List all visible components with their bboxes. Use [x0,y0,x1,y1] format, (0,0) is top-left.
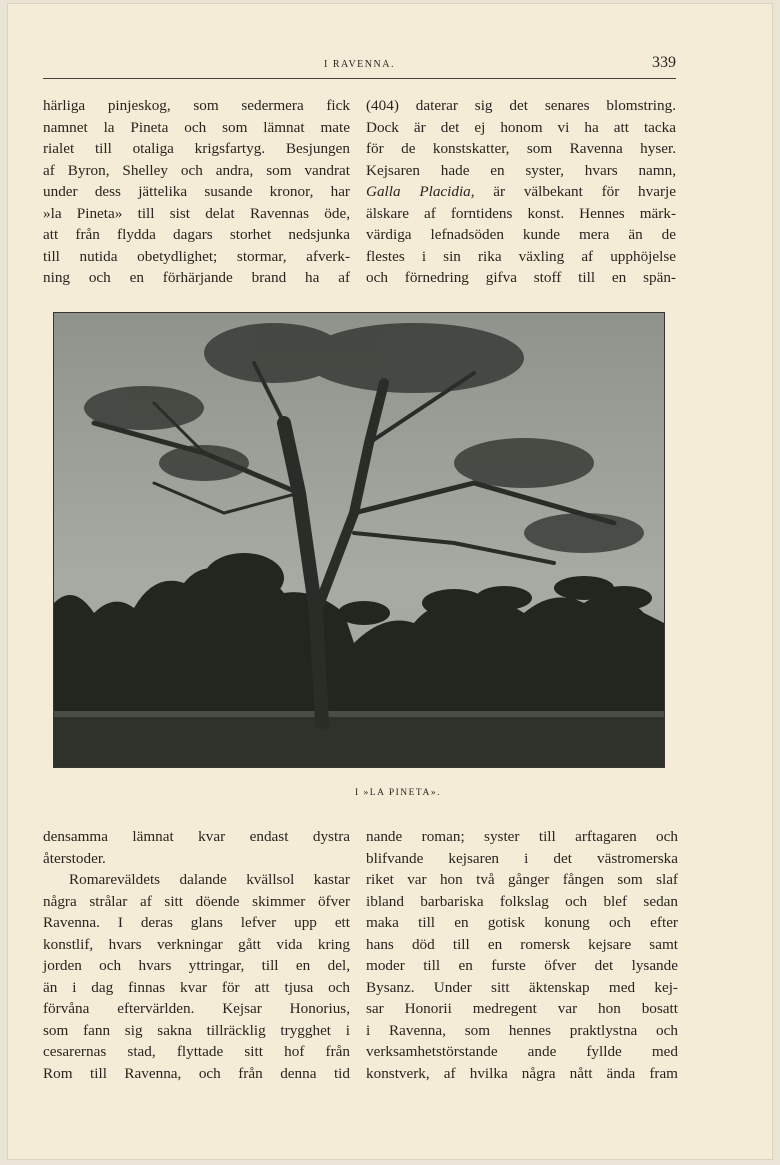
text-line: sar Honorii medregent var hon bosatt [366,1000,678,1017]
text-line [366,181,676,203]
text-line: flestes i sin rika växling af upphöjelse [366,247,676,265]
text-line: Romareväldets dalande kvällsol kastar [69,871,350,888]
text-line: jorden och hvars yttringar, till en del, [43,957,350,974]
text-line: riket var hon två gånger fången som slaf [366,871,678,888]
text-line: som fann sig sakna tillräcklig trygghet i [43,1021,350,1039]
text-line: af Byron, Shelley och andra, som vandrat [43,161,350,179]
text-line: och förnedring gifva stoff till en spän- [366,269,676,286]
text-line: nande roman; syster till arftagaren och [366,828,678,845]
text-line: blifvande kejsaren i det västromerska [366,849,678,867]
top-left-column [43,95,350,289]
text-line: ibland barbariska folkslag och blef sedan [366,892,678,910]
text-line: densamma lämnat kvar endast dystra [43,828,350,845]
text-line: än i dag finnas kvar för att tjusa och [43,978,350,996]
text-line: Rom till Ravenna, och från denna tid [43,1064,350,1082]
text-line: (404) daterar sig det senares blomstring. [366,97,676,114]
bottom-left-column [43,826,350,1084]
bottom-right-column [366,826,678,1084]
text-line: maka till en gotisk konung och efter [366,914,678,931]
text-line: moder till en furste öfver det lysande [366,957,678,974]
italic-name: Galla Placidia, [366,183,475,200]
meadow [54,713,664,767]
book-page [8,4,772,1159]
text-line: verksamhetstörstande ande fyllde med [366,1043,678,1060]
text-line: under dess jättelika susande kronor, har [43,183,350,200]
top-right-column [366,95,676,289]
text-line: älskare af forntidens konst. Hennes märk- [366,204,676,222]
line-rest: är välbekant för hvarje [474,183,676,200]
running-head [43,56,676,76]
figure-caption: I »LA PINETA». [355,788,441,798]
text-line: härliga pinjeskog, som sedermera fick [43,97,350,114]
text-line: namnet la Pineta och som lämnat mate [43,118,350,136]
text-line: Dock är det ej honom vi ha att tacka [366,118,676,136]
text-line: i Ravenna, som hennes praktlystna och [366,1021,678,1039]
text-line: »la Pineta» till sist delat Ravennas öde, [43,204,350,222]
text-line: konstverk, af hvilka några nått ända fram [366,1064,678,1082]
text-line: ning och en förhärjande brand ha af [43,269,350,286]
text-line: att från flydda dagars storhet nedsjunka [43,226,350,243]
text-line: Ravenna. I deras glans lefver upp ett [43,914,350,931]
pine-tree-photograph [53,312,665,768]
text-line: cesarernas stad, flyttade sitt hof från [43,1043,350,1060]
text-line: hans död till en romersk kejsare samt [366,935,678,953]
text-line: konstlif, hvars verkningar gått vida kring [43,935,350,953]
text-line: rialet till otaliga krigsfartyg. Besjungen [43,140,350,157]
text-line: till nutida obetydlighet; stormar, afverk- [43,247,350,265]
text-line: återstoder. [43,849,106,867]
running-title: I RAVENNA. [324,59,395,70]
text-line: för de konstskatter, som Ravenna hyser. [366,140,676,157]
header-rule [43,78,676,79]
page-number: 339 [652,54,676,71]
text-line: Bysanz. Under sitt äktenskap med kej- [366,978,678,996]
text-line: förvåna eftervärlden. Kejsar Honorius, [43,1000,350,1017]
text-line: värdiga lefnadsöden kunde mera än de [366,226,676,243]
text-line: Kejsaren hade en syster, hvars namn, [366,161,676,179]
text-line: några strålar af sitt döende skimmer öfver [43,892,350,910]
